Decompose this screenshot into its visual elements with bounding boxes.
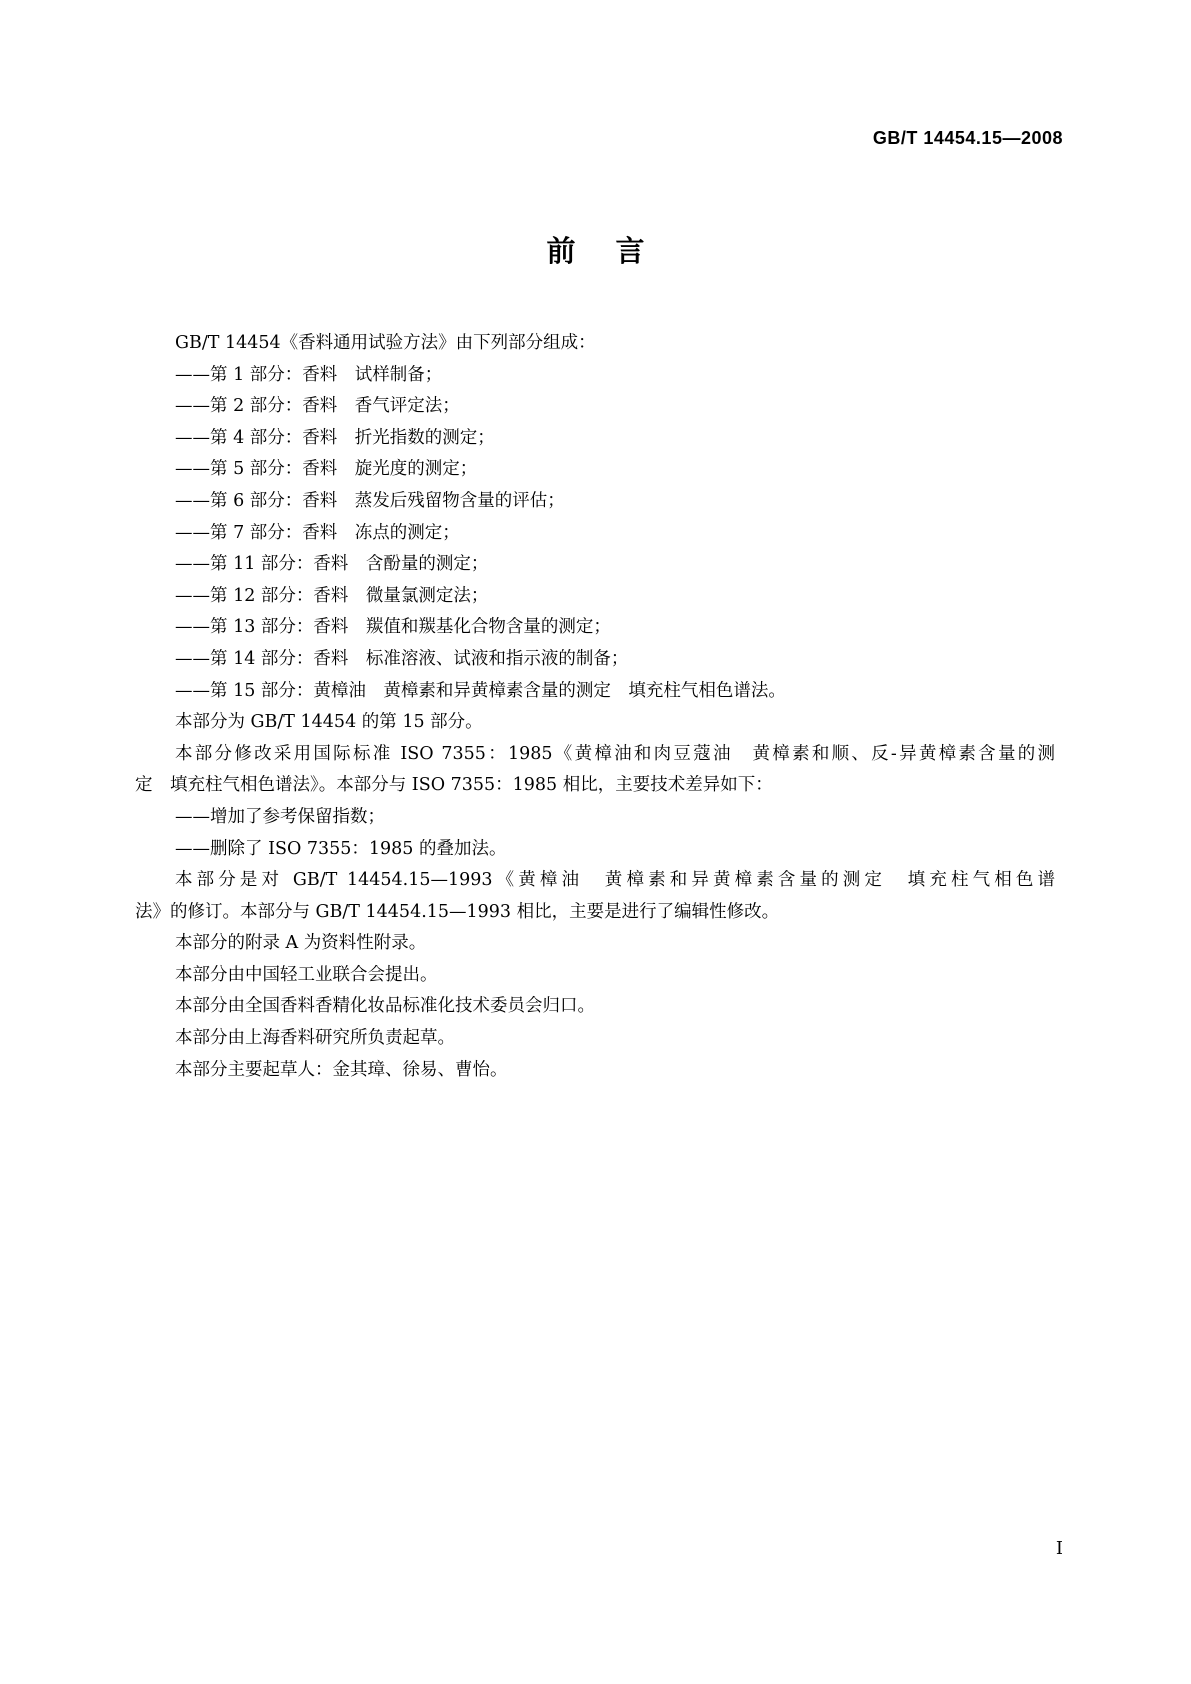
paragraph-line: 本部分修改采用国际标准 ISO 7355：1985《黄樟油和肉豆蔻油 黄樟素和顺、反-异黄樟素含量的测 [175,743,1055,764]
list-item: ——第 6 部分：香料 蒸发后残留物含量的评估； [175,490,565,511]
statement: 本部分由上海香料研究所负责起草。 [175,1028,455,1049]
list-item: ——第 4 部分：香料 折光指数的测定； [175,427,495,448]
list-item: ——第 2 部分：香料 香气评定法； [175,396,460,417]
list-item: ——第 1 部分：香料 试样制备； [175,364,443,385]
list-item: ——第 12 部分：香料 微量氯测定法； [175,585,489,606]
iso-modification-paragraph [135,739,1055,802]
paragraph-line: 法》的修订。本部分与 GB/T 14454.15—1993 相比，主要是进行了编辑性修改。 [135,901,780,922]
list-item: ——第 11 部分：香料 含酚量的测定； [175,554,489,575]
intro-paragraph: GB/T 14454《香料通用试验方法》由下列部分组成： [175,333,596,353]
list-item: ——第 15 部分：黄樟油 黄樟素和异黄樟素含量的测定 填充柱气相色谱法。 [175,680,786,701]
revision-paragraph [135,865,1055,928]
foreword-body [135,328,1055,1086]
list-item: ——第 5 部分：香料 旋光度的测定； [175,459,478,480]
statement: 本部分主要起草人：金其璋、徐易、曹怡。 [175,1059,508,1080]
statement: 本部分由中国轻工业联合会提出。 [175,964,438,985]
differences-list [135,802,1055,865]
closing-statements [135,928,1055,1086]
statement: 本部分由全国香料香精化妆品标准化技术委员会归口。 [175,996,595,1017]
list-item: ——删除了 ISO 7355：1985 的叠加法。 [175,838,507,859]
part-statement: 本部分为 GB/T 14454 的第 15 部分。 [175,712,483,733]
paragraph-line: 本部分是对 GB/T 14454.15—1993《黄樟油 黄樟素和异黄樟素含量的测定 填充柱气相色谱 [175,870,1055,891]
page-number: I [1055,1538,1063,1559]
list-item: ——第 13 部分：香料 羰值和羰基化合物含量的测定； [175,617,611,638]
list-item: ——增加了参考保留指数； [175,806,385,827]
page-title: 前言 [546,234,685,268]
parts-list [135,360,1055,708]
statement: 本部分的附录 A 为资料性附录。 [175,933,427,954]
list-item: ——第 14 部分：香料 标准溶液、试液和指示液的制备； [175,648,629,669]
paragraph-line: 定 填充柱气相色谱法》。本部分与 ISO 7355：1985 相比，主要技术差异如下： [135,775,773,796]
standard-number: GB/T 14454.15—2008 [872,128,1063,148]
list-item: ——第 7 部分：香料 冻点的测定； [175,522,460,543]
